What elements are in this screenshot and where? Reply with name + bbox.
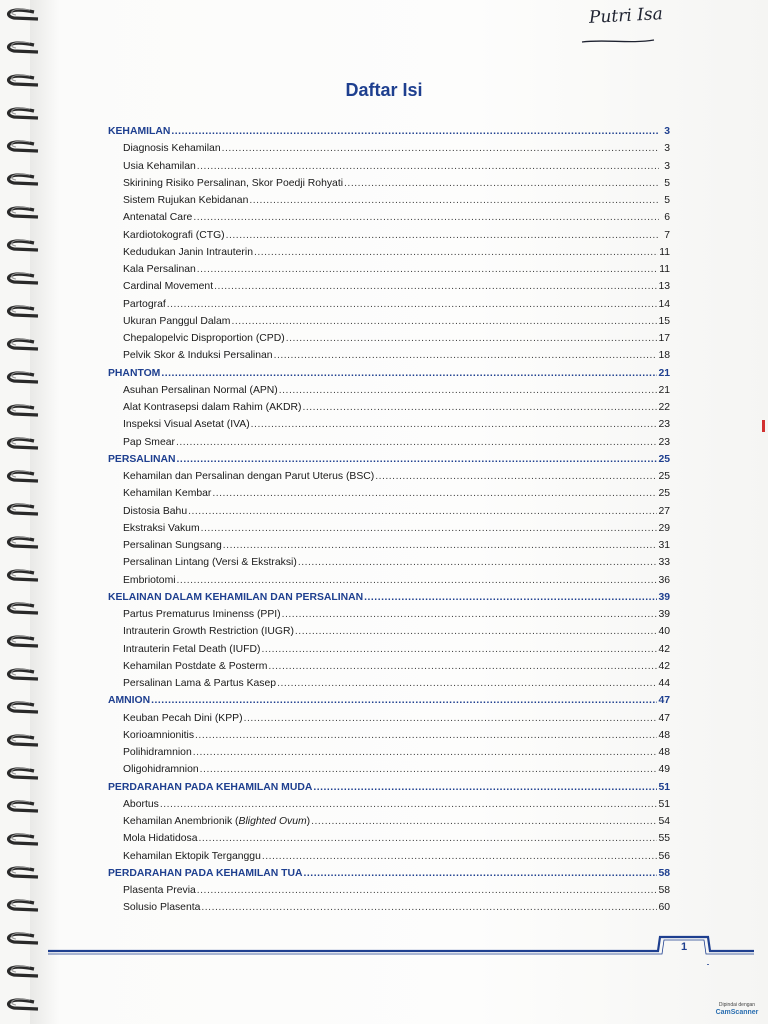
toc-label: Pelvik Skor & Induksi Persalinan — [123, 350, 273, 362]
toc-entry — [108, 623, 670, 640]
toc-page-number: 7 — [664, 229, 670, 241]
toc-entry — [108, 710, 670, 727]
toc-page-number: 3 — [664, 160, 670, 172]
toc-page-number: 14 — [658, 298, 670, 310]
toc-label: PERDARAHAN PADA KEHAMILAN MUDA — [108, 781, 313, 793]
toc-label: Persalinan Sungsang — [123, 540, 222, 551]
toc-entry — [108, 278, 670, 295]
toc-page-number: 55 — [658, 833, 670, 845]
toc-section — [108, 451, 670, 468]
dot-leader — [193, 744, 658, 761]
dot-leader — [171, 123, 659, 140]
toc-entry — [108, 796, 670, 813]
toc-entry — [108, 261, 670, 278]
dot-leader — [197, 158, 659, 175]
scanner-watermark — [708, 1002, 766, 1022]
toc-label: Keuban Pecah Dini (KPP) — [123, 712, 243, 724]
toc-entry — [108, 554, 670, 571]
toc-section — [108, 365, 670, 382]
toc-entry — [108, 416, 670, 433]
toc-page-number: 39 — [658, 609, 670, 620]
dot-leader — [282, 606, 658, 623]
toc-page-number: 21 — [658, 384, 670, 396]
dot-leader — [364, 589, 657, 606]
toc-page-number: 60 — [658, 902, 670, 914]
toc-label: Persalinan Lintang (Versi & Ekstraksi) — [123, 557, 297, 569]
toc-label: Korioamnionitis — [123, 729, 195, 741]
toc-label: Kehamilan dan Persalinan dengan Parut Uterus (BSC) — [123, 471, 375, 482]
toc-entry — [108, 296, 670, 313]
toc-entry — [108, 641, 670, 658]
toc-entry — [108, 158, 670, 175]
toc-page-number: 13 — [658, 281, 670, 293]
toc-label: Solusio Plasenta — [123, 902, 201, 914]
toc-page-number: 3 — [664, 126, 670, 137]
dot-leader — [176, 434, 657, 451]
toc-entry — [108, 727, 670, 744]
toc-page-number: 40 — [658, 626, 670, 638]
dot-leader — [214, 278, 657, 295]
dot-leader — [277, 675, 657, 692]
dot-leader — [226, 227, 659, 244]
toc-entry — [108, 227, 670, 244]
toc-page-number: 54 — [658, 816, 670, 827]
toc-entry — [108, 658, 670, 675]
toc-page-number: 31 — [658, 540, 670, 551]
toc-page-number: 25 — [658, 488, 670, 500]
toc-page-number: 11 — [659, 264, 670, 275]
toc-page-number: 51 — [658, 798, 670, 810]
toc-page-number: 29 — [658, 522, 670, 534]
toc-page-number: 22 — [658, 402, 670, 413]
toc-label: KEHAMILAN — [108, 126, 171, 137]
toc-entry — [108, 813, 670, 830]
toc-page-number: 3 — [664, 143, 670, 155]
toc-page-number: 48 — [658, 729, 670, 741]
toc-label: Partograf — [123, 298, 166, 310]
dot-leader — [201, 520, 658, 537]
toc-entry — [108, 485, 670, 502]
toc-label: Mola Hidatidosa — [123, 833, 198, 845]
dot-leader — [304, 865, 658, 882]
dot-leader — [161, 365, 657, 382]
page-title: Daftar Isi — [345, 80, 423, 100]
toc-label: KELAINAN DALAM KEHAMILAN DAN PERSALINAN — [108, 591, 364, 603]
page-number: 1 — [680, 941, 688, 953]
toc-label: Inspeksi Visual Asetat (IVA) — [123, 419, 250, 431]
toc-label: Kehamilan Anembrionik (Blighted Ovum) — [123, 816, 311, 827]
toc-entry — [108, 606, 670, 623]
toc-page-number: 36 — [658, 574, 670, 586]
toc-label: PERSALINAN — [108, 453, 176, 465]
toc-page-number: 44 — [658, 678, 670, 689]
toc-label: Polihidramnion — [123, 747, 192, 758]
toc-label: AMNION — [108, 695, 151, 707]
dot-leader — [195, 727, 657, 744]
toc-page-number: 17 — [658, 333, 670, 344]
scanner-caption: Dipindai dengan — [718, 1002, 756, 1008]
toc-section — [108, 123, 670, 140]
toc-label: Plasenta Previa — [123, 885, 196, 896]
toc-label: PERDARAHAN PADA KEHAMILAN TUA — [108, 867, 303, 879]
dot-leader — [167, 296, 658, 313]
dot-leader — [262, 848, 658, 865]
toc-label: Embriotomi — [123, 574, 176, 586]
toc-entry — [108, 330, 670, 347]
toc-entry — [108, 244, 670, 261]
scanner-brand: CamScanner — [715, 1009, 759, 1016]
dot-leader — [249, 192, 659, 209]
toc-entry — [108, 503, 670, 520]
toc-label: Intrauterin Fetal Death (IUFD) — [123, 643, 261, 655]
dot-leader — [199, 830, 658, 847]
dot-leader — [223, 537, 658, 554]
margin-mark — [762, 420, 765, 432]
toc-page-number: 23 — [658, 419, 670, 431]
toc-label: Intrauterin Growth Restriction (IUGR) — [123, 626, 294, 638]
dot-leader — [212, 485, 657, 502]
dot-leader — [254, 244, 658, 261]
toc-entry — [108, 761, 670, 778]
table-of-contents — [108, 123, 670, 917]
toc-page-number: 42 — [658, 660, 670, 672]
dot-leader — [244, 710, 658, 727]
toc-label: Partus Prematurus Iminenss (PPI) — [123, 609, 281, 620]
toc-entry — [108, 347, 670, 364]
toc-page-number: 39 — [658, 591, 670, 603]
dot-leader — [222, 140, 659, 157]
toc-label: Alat Kontrasepsi dalam Rahim (AKDR) — [123, 402, 302, 413]
dot-leader — [313, 779, 657, 796]
dot-leader — [188, 503, 657, 520]
spiral-binding — [0, 0, 46, 1024]
toc-page-number: 5 — [664, 177, 670, 189]
toc-page-number: 42 — [658, 643, 670, 655]
toc-entry — [108, 520, 670, 537]
toc-section — [108, 865, 670, 882]
dot-leader — [151, 692, 657, 709]
toc-entry — [108, 140, 670, 157]
toc-label: Usia Kehamilan — [123, 160, 196, 172]
toc-page-number: 58 — [658, 885, 670, 896]
toc-label: Abortus — [123, 798, 159, 810]
dot-leader — [201, 899, 657, 916]
toc-entry — [108, 830, 670, 847]
dot-leader — [274, 347, 658, 364]
toc-label: Oligohidramnion — [123, 764, 199, 776]
dot-leader — [375, 468, 657, 485]
dot-leader — [160, 796, 658, 813]
toc-label: Pap Smear — [123, 436, 175, 448]
toc-label: Asuhan Persalinan Normal (APN) — [123, 384, 278, 396]
toc-label: Kala Persalinan — [123, 264, 196, 275]
toc-label: Distosia Bahu — [123, 505, 188, 517]
dot-leader — [302, 399, 657, 416]
dot-leader — [231, 313, 657, 330]
toc-page-number: 56 — [658, 850, 670, 862]
toc-page-number: 25 — [658, 453, 670, 465]
toc-label: Persalinan Lama & Partus Kasep — [123, 678, 277, 689]
toc-label: Cardinal Movement — [123, 281, 214, 293]
toc-label: PHANTOM — [108, 367, 161, 379]
dot-leader — [197, 261, 658, 278]
toc-page-number: 58 — [658, 867, 670, 879]
toc-entry — [108, 882, 670, 899]
toc-page-number: 5 — [664, 195, 670, 206]
toc-page-number: 18 — [658, 350, 670, 362]
toc-label: Ukuran Panggul Dalam — [123, 315, 231, 327]
toc-section — [108, 779, 670, 796]
toc-entry — [108, 537, 670, 554]
toc-entry — [108, 399, 670, 416]
toc-page-number: 25 — [658, 471, 670, 482]
toc-page-number: 21 — [658, 367, 670, 379]
dot-leader — [251, 416, 658, 433]
toc-label: Kehamilan Postdate & Posterm — [123, 660, 268, 672]
dot-leader — [298, 554, 658, 571]
toc-label: Ekstraksi Vakum — [123, 522, 200, 534]
toc-page-number: 6 — [664, 212, 670, 224]
toc-entry — [108, 744, 670, 761]
toc-entry — [108, 899, 670, 916]
toc-entry — [108, 192, 670, 209]
toc-entry — [108, 434, 670, 451]
toc-entry — [108, 175, 670, 192]
toc-entry — [108, 468, 670, 485]
toc-label: Skirining Risiko Persalinan, Skor Poedji Rohyati — [123, 177, 344, 189]
dot-leader — [177, 572, 658, 589]
dot-leader — [197, 882, 658, 899]
toc-page-number: 15 — [658, 315, 670, 327]
toc-page-number: 47 — [658, 712, 670, 724]
dot-leader — [200, 761, 658, 778]
dot-leader — [261, 641, 657, 658]
toc-label: Sistem Rujukan Kebidanan — [123, 195, 249, 206]
toc-section — [108, 692, 670, 709]
toc-label: Kedudukan Janin Intrauterin — [123, 246, 253, 258]
toc-label: Kehamilan Kembar — [123, 488, 212, 500]
toc-entry — [108, 313, 670, 330]
toc-page-number: 51 — [658, 781, 670, 793]
dot-leader — [268, 658, 657, 675]
dot-leader — [295, 623, 658, 640]
toc-label: Kardiotokografi (CTG) — [123, 229, 225, 241]
dot-leader — [344, 175, 659, 192]
dot-leader — [311, 813, 657, 830]
signature: Putri Isa — [588, 4, 664, 28]
dot-leader — [193, 209, 659, 226]
dot-leader — [286, 330, 658, 347]
toc-entry — [108, 848, 670, 865]
toc-page-number: 47 — [658, 695, 670, 707]
toc-page-number: 48 — [658, 747, 670, 758]
toc-page-number: 11 — [659, 246, 670, 258]
toc-entry — [108, 209, 670, 226]
toc-section — [108, 589, 670, 606]
toc-entry — [108, 382, 670, 399]
toc-page-number: 27 — [658, 505, 670, 517]
toc-label: Chepalopelvic Disproportion (CPD) — [123, 333, 285, 344]
toc-page-number: 33 — [658, 557, 670, 569]
toc-page-number: 23 — [658, 436, 670, 448]
toc-entry — [108, 675, 670, 692]
toc-label: Kehamilan Ektopik Terganggu — [123, 850, 261, 862]
toc-label: Diagnosis Kehamilan — [123, 143, 221, 155]
toc-entry — [108, 572, 670, 589]
dot-leader — [177, 451, 658, 468]
dot-leader — [279, 382, 658, 399]
toc-label: Antenatal Care — [123, 212, 193, 224]
toc-page-number: 49 — [658, 764, 670, 776]
